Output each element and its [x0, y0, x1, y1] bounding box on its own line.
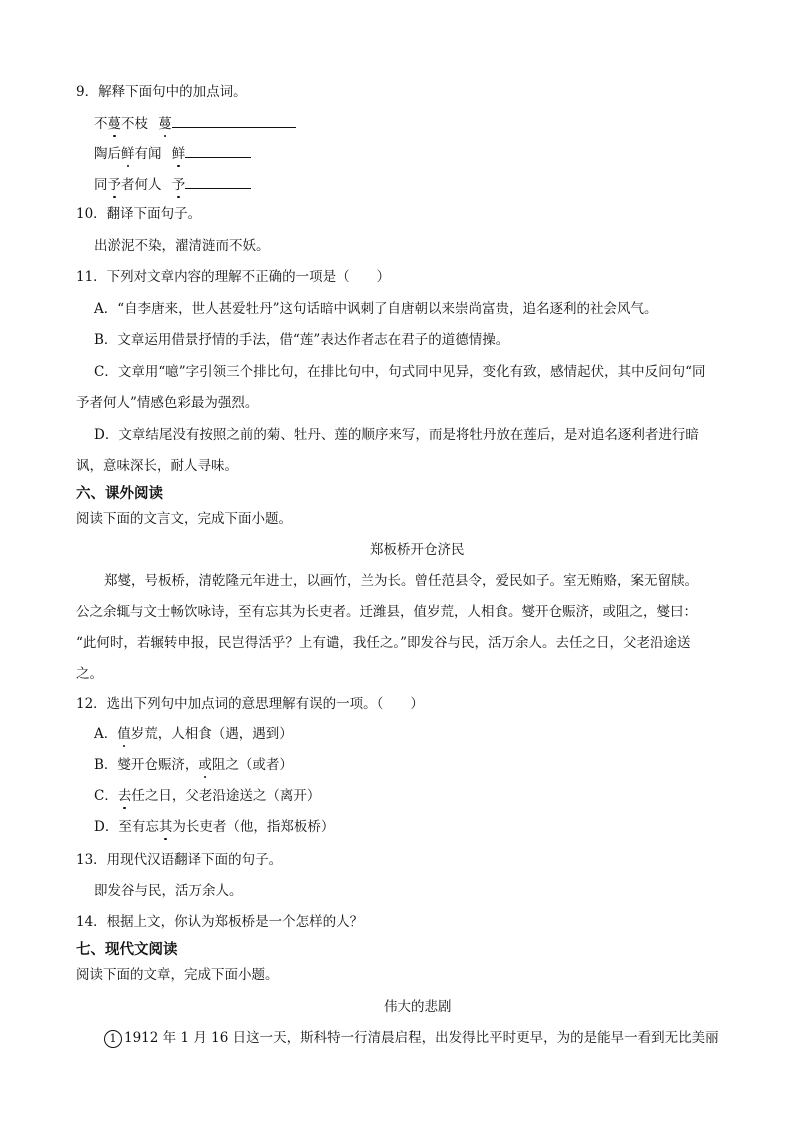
option-text: 任之日，父老沿途送之（离开）: [131, 788, 321, 804]
passage-line: 郑燮，号板桥，清乾隆元年进士，以画竹，兰为长。曾任范县令，爱民如子。室无贿赂，案无留牍。: [104, 573, 698, 589]
q9-title: 9．解释下面句中的加点词。: [76, 84, 247, 100]
q11-title: 11．下列对文章内容的理解不正确的一项是（ ）: [76, 269, 391, 285]
answer-blank[interactable]: [172, 112, 296, 128]
q11-option-c-line1: C．文章用“噫”字引领三个排比句，在排比句中，句式同中见异，变化有致，感情起伏，其中反问句“同: [94, 364, 706, 380]
q11-option-b: B．文章运用借景抒情的手法，借“莲”表达作者志在君子的道德情操。: [94, 332, 510, 348]
q14-title: 14．根据上文，你认为郑板桥是一个怎样的人？: [76, 914, 364, 930]
q11-option-c-line2: 予者何人”情感色彩最为强烈。: [76, 395, 259, 411]
answer-blank[interactable]: [185, 173, 251, 189]
q9-item-text-pre: 不: [94, 116, 108, 132]
option-text: C．: [94, 788, 118, 804]
dotted-word: 值: [117, 726, 131, 742]
option-text: B．燮开仓赈济，: [94, 757, 199, 773]
q12-option-b: [94, 755, 293, 775]
dotted-word: 去: [117, 788, 132, 804]
option-text: 为长吏者（他，指郑板桥）: [172, 819, 335, 835]
q12-title: 12．选出下列句中加点词的意思理解有误的一项。（ ）: [76, 696, 424, 712]
q9-item-text-pre: 同: [94, 177, 108, 193]
paragraph-number: 1: [104, 1030, 122, 1048]
q9-item-text-post: 不枝: [121, 116, 148, 132]
q10-title: 10．翻译下面句子。: [76, 206, 202, 222]
q9-item-label: 蔓: [158, 116, 172, 132]
q11-option-a: A．“自李唐来，世人甚爱牡丹”这句话暗中讽刺了自唐朝以来崇尚富贵，追名逐利的社会风气。: [94, 301, 658, 317]
passage-line: 公之余辄与文士畅饮咏诗，至有忘其为长吏者。迁潍县，值岁荒，人相食。燮开仓赈济，或阻之，燮曰：: [76, 604, 697, 620]
q12-option-c: [94, 786, 320, 806]
q9-item: [94, 142, 251, 164]
passage-line: “此何时，若辗转申报，民岂得活乎？上有谴，我任之。”即发谷与民，活万余人。去任之日，父老沿途送: [76, 635, 691, 651]
q9-item-text-pre: 陶后: [94, 146, 121, 162]
option-text: A．: [94, 726, 118, 742]
q12-option-d: [94, 817, 334, 837]
answer-blank[interactable]: [185, 142, 251, 158]
q13-sentence: 即发谷与民，活万余人。: [94, 883, 243, 899]
q11-option-d-line2: 讽，意味深长，耐人寻味。: [76, 458, 238, 474]
q9-item-label: 予: [171, 177, 186, 193]
passage-paragraph: [104, 1028, 719, 1048]
dotted-word: 予: [107, 177, 121, 193]
dotted-word: 或: [198, 757, 212, 773]
section-intro: 阅读下面的文言文，完成下面小题。: [76, 511, 292, 527]
dotted-word: 鲜: [121, 146, 135, 162]
paragraph-text: 1912 年 1 月 16 日这一天，斯科特一行清晨启程，出发得比平时更早，为的是能早一看到无比美丽: [124, 1030, 719, 1046]
passage-line: 之。: [76, 666, 103, 682]
q9-item: [94, 112, 296, 134]
dotted-word: 其: [158, 819, 173, 835]
dotted-word: 蔓: [107, 116, 121, 132]
q10-sentence: 出淤泥不染，濯清涟而不妖。: [94, 238, 270, 254]
q9-item-label: 鲜: [171, 146, 186, 162]
option-text: 阻之（或者）: [211, 757, 293, 773]
q9-item: [94, 173, 251, 195]
q13-title: 13．用现代汉语翻译下面的句子。: [76, 852, 283, 868]
section-heading: 六、课外阅读: [76, 486, 163, 502]
passage-title: 伟大的悲剧: [384, 999, 452, 1015]
q9-item-text-post: 者何人: [121, 177, 162, 193]
option-text: D．至有忘: [94, 819, 159, 835]
passage-title: 郑板桥开仓济民: [370, 542, 465, 558]
option-text: 岁荒，人相食（遇，遇到）: [130, 726, 293, 742]
section-intro: 阅读下面的文章，完成下面小题。: [76, 967, 279, 983]
section-heading: 七、现代文阅读: [76, 942, 178, 958]
q9-item-text-post: 有闻: [134, 146, 162, 162]
q12-option-a: [94, 724, 293, 744]
q11-option-d-line1: D．文章结尾没有按照之前的菊、牡丹、莲的顺序来写，而是将牡丹放在莲后，是对追名逐利者进行暗: [94, 427, 699, 443]
